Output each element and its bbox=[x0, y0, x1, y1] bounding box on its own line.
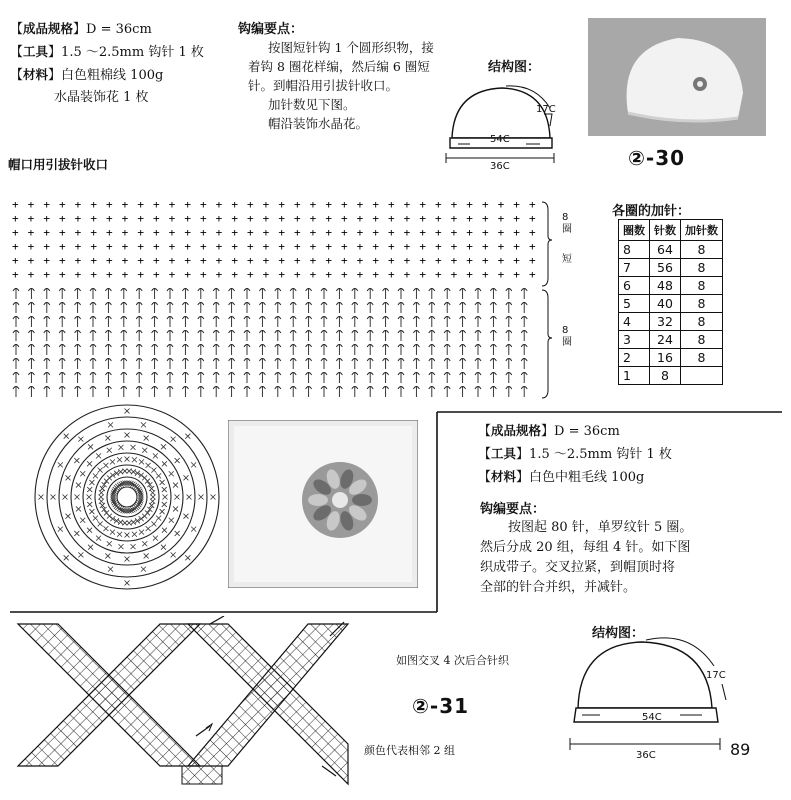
circle-stitch bbox=[107, 448, 112, 453]
p31-materials-line: 【材料】白色中粗毛线 100g bbox=[478, 469, 645, 485]
p31-dim-height: 17C bbox=[706, 670, 726, 681]
circle-stitch bbox=[141, 567, 146, 572]
circle-stitch bbox=[131, 544, 136, 549]
circle-stitch bbox=[74, 531, 79, 536]
stitch-row: ++++++++++++++++++++++++++++++++++ bbox=[12, 198, 536, 211]
inc-cell-stitches: 16 bbox=[650, 349, 681, 367]
circle-stitch bbox=[175, 458, 180, 463]
p30-bracket-short-word: 短 bbox=[562, 254, 572, 265]
circle-chart-rings bbox=[35, 405, 219, 589]
circle-stitch bbox=[93, 473, 98, 478]
circle-stitch bbox=[127, 520, 132, 525]
circle-stitch bbox=[169, 471, 174, 476]
circle-stitch bbox=[144, 553, 149, 558]
inc-cell-stitches: 56 bbox=[650, 259, 681, 277]
p31-notes bbox=[480, 518, 780, 598]
circle-stitch bbox=[105, 553, 110, 558]
circle-ring bbox=[35, 405, 219, 589]
circle-stitch bbox=[78, 437, 83, 442]
p30-spec-line: 【成品规格】D = 36cm bbox=[10, 21, 152, 37]
p30-note-line: 帽沿装饰水晶花。 bbox=[268, 116, 369, 131]
inc-cell-round: 7 bbox=[619, 259, 650, 277]
stitch-row: ++++++++++++++++++++++++++++++++++ bbox=[12, 226, 536, 239]
circle-stitch bbox=[103, 463, 108, 468]
circle-stitch bbox=[118, 445, 123, 450]
circle-stitch bbox=[125, 457, 130, 462]
p30-notes-title: 钩编要点： bbox=[238, 22, 304, 37]
circle-ring bbox=[71, 441, 183, 553]
circle-stitch bbox=[108, 422, 113, 427]
circle-stitch bbox=[93, 516, 98, 521]
circle-stitch bbox=[74, 458, 79, 463]
circle-stitch bbox=[103, 526, 108, 531]
p30-dim-brim: 54C bbox=[490, 134, 510, 145]
circle-stitch bbox=[171, 552, 176, 557]
inc-cell-stitches: 40 bbox=[650, 295, 681, 313]
p31-dim-brim: 54C bbox=[642, 712, 662, 723]
circle-stitch bbox=[88, 444, 93, 449]
circle-stitch bbox=[153, 453, 158, 458]
p31-note-line: 然后分成 20 组，每组 4 针。如下图 bbox=[480, 540, 691, 555]
crystal-petal bbox=[352, 494, 372, 506]
p30-bracket-pattern-count: 8 bbox=[562, 325, 569, 336]
circle-stitch bbox=[108, 567, 113, 572]
inc-cell-round: 4 bbox=[619, 313, 650, 331]
circle-stitch bbox=[89, 509, 94, 514]
inc-cell-stitches: 8 bbox=[650, 367, 681, 385]
circle-stitch bbox=[146, 526, 151, 531]
circle-stitch bbox=[87, 502, 92, 507]
p30-note-line: 着钩 8 圈花样编，然后编 6 圈短 bbox=[248, 59, 430, 74]
p30-bracket-short-unit: 圈 bbox=[562, 224, 572, 235]
circle-stitch bbox=[156, 516, 161, 521]
circle-stitch bbox=[118, 544, 123, 549]
inc-cell-round: 6 bbox=[619, 277, 650, 295]
p30-tools-label: 工具 bbox=[23, 44, 49, 59]
inc-header-increase: 加针数 bbox=[681, 220, 723, 241]
p31-materials-value: 白色中粗毛线 100g bbox=[529, 470, 645, 485]
circle-stitch bbox=[122, 469, 127, 474]
circle-stitch bbox=[162, 461, 167, 466]
circle-stitch bbox=[153, 536, 158, 541]
p30-materials-value: 白色粗棉线 100g bbox=[61, 68, 164, 83]
p31-note-line: 全部的针合并织，并减针。 bbox=[480, 580, 637, 595]
circle-stitch bbox=[125, 581, 130, 586]
circle-stitch bbox=[142, 514, 147, 519]
circle-stitch bbox=[76, 506, 81, 511]
p30-edge-label: 帽口用引拔针收口 bbox=[8, 157, 109, 172]
circle-stitch bbox=[151, 468, 156, 473]
circle-stitch bbox=[66, 514, 71, 519]
circle-stitch bbox=[64, 434, 69, 439]
circle-stitch bbox=[146, 463, 151, 468]
circle-ring bbox=[59, 429, 195, 565]
circle-ring bbox=[117, 487, 137, 507]
crystal-flower-photo bbox=[228, 420, 418, 588]
circle-stitch bbox=[110, 530, 115, 535]
p30-dim-height: 17C bbox=[536, 104, 556, 115]
circle-stitch bbox=[96, 536, 101, 541]
circle-stitch bbox=[169, 518, 174, 523]
p31-struct-title: 结构图： bbox=[592, 626, 645, 641]
circle-stitch bbox=[144, 436, 149, 441]
circle-stitch bbox=[96, 453, 101, 458]
p30-materials-line: 【材料】白色粗棉线 100g bbox=[10, 67, 164, 83]
p30-note-line: 加针数见下图。 bbox=[268, 97, 356, 112]
circle-stitch bbox=[173, 506, 178, 511]
circle-stitch bbox=[76, 483, 81, 488]
circle-stitch bbox=[183, 475, 188, 480]
circle-stitch bbox=[185, 434, 190, 439]
inc-cell-stitches: 32 bbox=[650, 313, 681, 331]
circle-ring bbox=[83, 453, 171, 541]
p30-spec-value: D = 36cm bbox=[86, 22, 152, 37]
p31-hat-diagram bbox=[560, 630, 750, 760]
p30-spec-label: 成品规格 bbox=[23, 21, 74, 36]
circle-stitch bbox=[191, 462, 196, 467]
circle-stitch bbox=[142, 448, 147, 453]
inc-header-round: 圈数 bbox=[619, 220, 650, 241]
circle-stitch bbox=[125, 433, 130, 438]
circle-stitch bbox=[175, 495, 180, 500]
circle-stitch bbox=[125, 533, 130, 538]
circle-stitch bbox=[160, 509, 165, 514]
circle-stitch bbox=[87, 487, 92, 492]
circle-stitch bbox=[160, 480, 165, 485]
circle-stitch bbox=[183, 514, 188, 519]
p30-pattern-id: ②-30 bbox=[628, 146, 686, 170]
p31-materials-label: 材料 bbox=[491, 469, 517, 484]
inc-cell-increase: 8 bbox=[681, 295, 723, 313]
p30-note-line: 按图短针钩 1 个圆形织物，接 bbox=[268, 40, 434, 55]
circle-stitch bbox=[107, 541, 112, 546]
circle-stitch bbox=[163, 495, 168, 500]
p30-struct-title: 结构图： bbox=[488, 60, 541, 75]
circle-stitch bbox=[162, 528, 167, 533]
p31-note-line: 按图起 80 针，单罗纹针 5 圈。 bbox=[508, 520, 693, 535]
inc-cell-round: 2 bbox=[619, 349, 650, 367]
p31-spec-line: 【成品规格】D = 36cm bbox=[478, 423, 620, 439]
circle-stitch bbox=[118, 520, 123, 525]
stitch-row: ++++++++++++++++++++++++++++++++++ bbox=[12, 212, 536, 225]
circle-stitch bbox=[150, 499, 155, 504]
p31-cross-diagram bbox=[10, 616, 355, 788]
p30-materials-extra: 水晶装饰花 1 枚 bbox=[54, 90, 149, 105]
circle-stitch bbox=[175, 531, 180, 536]
circle-stitch bbox=[131, 469, 136, 474]
circle-ring bbox=[95, 465, 159, 529]
circle-stitch bbox=[187, 495, 192, 500]
circle-stitch bbox=[139, 459, 144, 464]
p31-color-note: 颜色代表相邻 2 组 bbox=[364, 744, 455, 757]
p30-tools-value: 1.5 ～2.5mm 钩针 1 枚 bbox=[61, 45, 204, 60]
circle-stitch bbox=[80, 471, 85, 476]
circle-stitch bbox=[132, 532, 137, 537]
inc-cell-round: 1 bbox=[619, 367, 650, 385]
circle-stitch bbox=[173, 483, 178, 488]
circle-stitch bbox=[125, 409, 130, 414]
circle-stitch bbox=[75, 495, 80, 500]
circle-stitch bbox=[162, 487, 167, 492]
p30-tools-line: 【工具】1.5 ～2.5mm 钩针 1 枚 bbox=[10, 44, 204, 60]
inc-cell-increase: 8 bbox=[681, 277, 723, 295]
circle-stitch bbox=[191, 527, 196, 532]
circle-stitch bbox=[185, 555, 190, 560]
circle-stitch bbox=[117, 457, 122, 462]
circle-stitch bbox=[171, 437, 176, 442]
circle-stitch bbox=[89, 480, 94, 485]
circle-stitch bbox=[211, 495, 216, 500]
circle-stitch bbox=[151, 521, 156, 526]
inc-cell-increase: 8 bbox=[681, 259, 723, 277]
circle-stitch bbox=[87, 461, 92, 466]
p30-circle-chart bbox=[28, 398, 226, 596]
inc-cell-increase: 8 bbox=[681, 313, 723, 331]
circle-stitch bbox=[80, 518, 85, 523]
p31-notes-title: 钩编要点： bbox=[480, 502, 546, 517]
circle-stitch bbox=[107, 475, 112, 480]
p31-pattern-id: ②-31 bbox=[412, 694, 470, 718]
circle-stitch bbox=[131, 445, 136, 450]
p30-materials-label: 材料 bbox=[23, 67, 49, 82]
circle-stitch bbox=[162, 502, 167, 507]
circle-stitch bbox=[39, 495, 44, 500]
p31-tools-value: 1.5 ～2.5mm 钩针 1 枚 bbox=[529, 447, 672, 462]
circle-stitch bbox=[51, 495, 56, 500]
circle-stitch bbox=[117, 532, 122, 537]
p30-bracket-short-count: 8 bbox=[562, 212, 569, 223]
circle-stitch bbox=[105, 436, 110, 441]
circle-stitch bbox=[156, 473, 161, 478]
stitch-row: ++++++++++++++++++++++++++++++++++ bbox=[12, 240, 536, 253]
inc-table-title: 各圈的加针： bbox=[612, 204, 691, 219]
p31-note-line: 织成带子。交叉拉紧，到帽顶时将 bbox=[480, 560, 676, 575]
inc-cell-stitches: 48 bbox=[650, 277, 681, 295]
circle-stitch bbox=[150, 490, 155, 495]
p31-tools-line: 【工具】1.5 ～2.5mm 钩针 1 枚 bbox=[478, 446, 672, 462]
circle-stitch bbox=[63, 495, 68, 500]
circle-stitch bbox=[142, 541, 147, 546]
stitch-row: ++++++++++++++++++++++++++++++++++ bbox=[12, 268, 536, 281]
inc-cell-increase: 8 bbox=[681, 349, 723, 367]
circle-stitch bbox=[99, 490, 104, 495]
p30-note-line: 针。到帽沿用引拔针收口。 bbox=[248, 78, 399, 93]
inc-cell-stitches: 64 bbox=[650, 241, 681, 259]
circle-stitch bbox=[58, 527, 63, 532]
p31-spec-label: 成品规格 bbox=[491, 423, 542, 438]
inc-cell-stitches: 24 bbox=[650, 331, 681, 349]
circle-stitch bbox=[98, 521, 103, 526]
inc-cell-increase: 8 bbox=[681, 241, 723, 259]
circle-stitch bbox=[87, 528, 92, 533]
stitch-row: ++++++++++++++++++++++++++++++++++ bbox=[12, 254, 536, 267]
p30-bracket-pattern-unit: 圈 bbox=[562, 337, 572, 348]
circle-stitch bbox=[110, 459, 115, 464]
circle-stitch bbox=[88, 545, 93, 550]
circle-stitch bbox=[139, 530, 144, 535]
p30-dim-width: 36C bbox=[490, 161, 510, 172]
page-number: 89 bbox=[730, 740, 751, 759]
circle-stitch bbox=[64, 555, 69, 560]
circle-stitch bbox=[161, 545, 166, 550]
inc-cell-increase: 8 bbox=[681, 331, 723, 349]
crystal-petal bbox=[308, 494, 328, 506]
circle-stitch bbox=[58, 462, 63, 467]
circle-stitch bbox=[66, 475, 71, 480]
circle-stitch bbox=[125, 557, 130, 562]
p31-tools-label: 工具 bbox=[491, 446, 517, 461]
circle-stitch bbox=[141, 422, 146, 427]
circle-stitch bbox=[161, 444, 166, 449]
p31-dim-width: 36C bbox=[636, 750, 656, 761]
inc-header-stitches: 针数 bbox=[650, 220, 681, 241]
circle-stitch bbox=[78, 552, 83, 557]
p31-cross-note: 如图交叉 4 次后合针织 bbox=[396, 654, 509, 667]
p31-spec-value: D = 36cm bbox=[554, 424, 620, 439]
inc-cell-round: 8 bbox=[619, 241, 650, 259]
circle-stitch bbox=[87, 495, 92, 500]
circle-stitch bbox=[132, 457, 137, 462]
inc-cell-round: 3 bbox=[619, 331, 650, 349]
inc-cell-round: 5 bbox=[619, 295, 650, 313]
circle-stitch bbox=[98, 468, 103, 473]
circle-stitch bbox=[199, 495, 204, 500]
